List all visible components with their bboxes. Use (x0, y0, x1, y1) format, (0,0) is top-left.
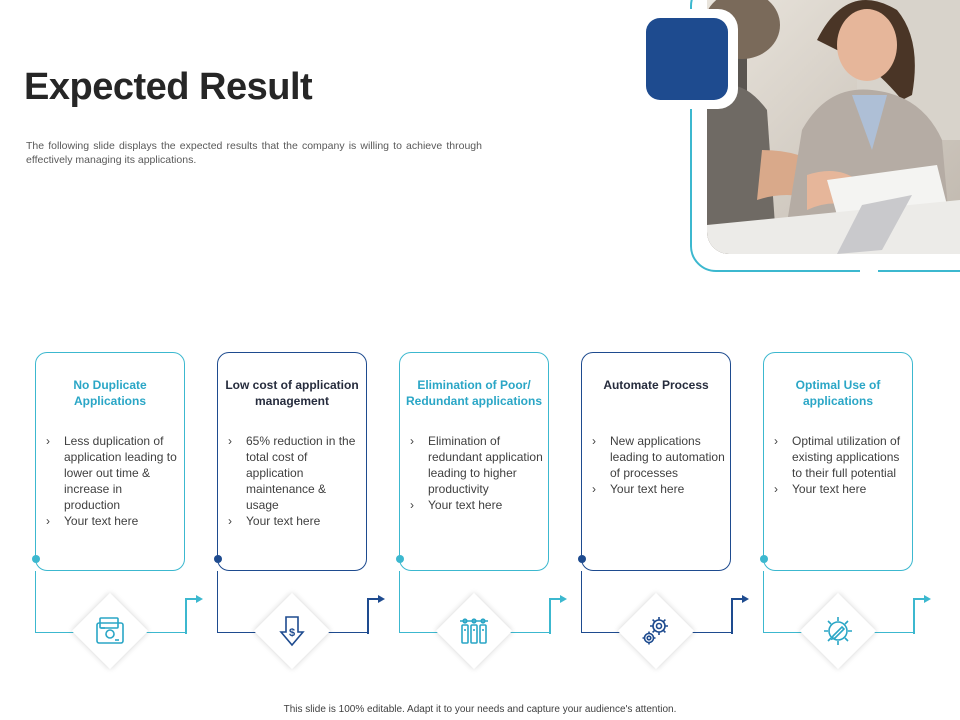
connector-dot (32, 555, 40, 563)
card-title: Optimal Use of applications (795, 378, 881, 408)
slide-footer: This slide is 100% editable. Adapt it to your needs and capture your audience's attention. (283, 704, 677, 715)
card-bullet: › 65% reduction in the total cost of application maintenance & usage (227, 433, 362, 513)
duplicate-cash-icon (93, 614, 127, 648)
dollar-down-arrow-icon (275, 614, 309, 648)
card-bullet: › Your text here (591, 481, 726, 497)
card-bullet-list (227, 433, 362, 529)
card-bullet-list (45, 433, 180, 529)
card-bullet-list (773, 433, 908, 497)
accent-square (646, 18, 728, 100)
card-bullet: › Your text here (227, 513, 362, 529)
gears-icon (639, 614, 673, 648)
card-bullet: › Elimination of redundant application leading to higher productivity (409, 433, 544, 497)
result-card-elimination (399, 352, 549, 571)
gear-pencil-icon (821, 614, 855, 648)
connector-dot (760, 555, 768, 563)
card-title: No Duplicate Applications (73, 378, 147, 408)
card-bullet: › Your text here (45, 513, 180, 529)
server-elimination-icon (457, 614, 491, 648)
business-meeting-photo (707, 0, 960, 254)
result-card-optimal-use (763, 352, 913, 571)
result-card-automate (581, 352, 731, 571)
card-bullet: › New applications leading to automation of processes (591, 433, 726, 481)
svg-text:$: $ (288, 627, 296, 639)
photo-frame-gap (860, 262, 878, 276)
card-bullet-list (591, 433, 726, 497)
result-card-low-cost (217, 352, 367, 571)
card-title: Automate Process (603, 378, 709, 392)
card-bullet: › Your text here (409, 497, 544, 513)
card-title: Elimination of Poor/ Redundant applications (406, 378, 543, 408)
result-card-no-duplicate (35, 352, 185, 571)
card-bullet: › Your text here (773, 481, 908, 497)
slide-subtitle: The following slide displays the expected results that the company is willing to achieve through effectively managing its applications. (26, 140, 482, 166)
card-bullet: › Optimal utilization of existing applications to their full potential (773, 433, 908, 481)
slide-title: Expected Result (24, 66, 313, 108)
connector-dot (396, 555, 404, 563)
card-bullet: › Less duplication of application leading to lower out time & increase in production (45, 433, 180, 513)
connector-dot (214, 555, 222, 563)
connector-dot (578, 555, 586, 563)
card-bullet-list (409, 433, 544, 513)
card-title: Low cost of application management (225, 378, 359, 408)
